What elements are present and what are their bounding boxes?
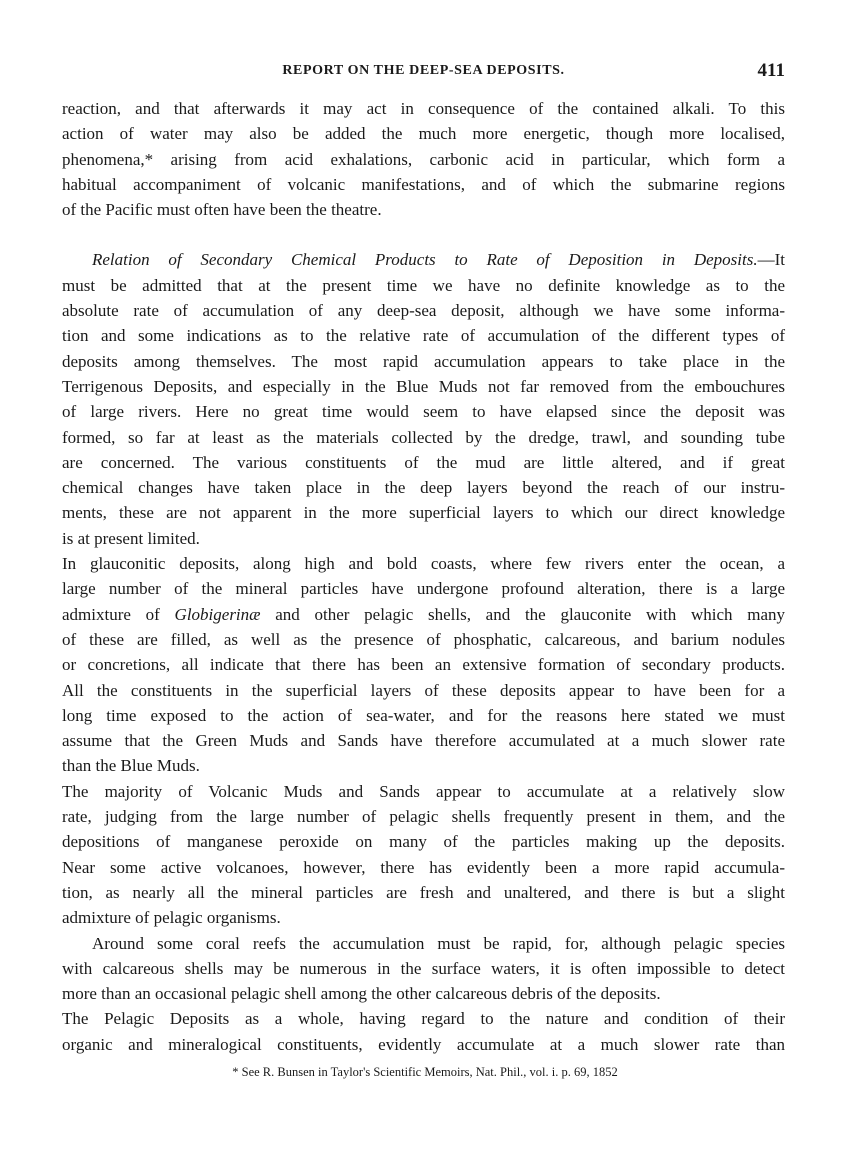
text-line: with calcareous shells may be numerous in the surface waters, it is often impossible to detect xyxy=(62,958,785,978)
text-line: The majority of Volcanic Muds and Sands appear to accumulate at a relatively slow xyxy=(62,781,785,801)
text-line: are concerned. The various constituents of the mud are little altered, and if great xyxy=(62,452,785,472)
page-number: 411 xyxy=(757,60,785,81)
text-span: and other pelagic shells, and the glauconite with which many xyxy=(260,604,785,624)
paragraph xyxy=(62,551,785,779)
paragraph xyxy=(62,1006,785,1057)
text-line: All the constituents in the superficial layers of these deposits appear to have been for a xyxy=(62,680,785,700)
text-line: deposits among themselves. The most rapid accumulation appears to take place in the xyxy=(62,351,785,371)
page-header xyxy=(62,60,785,84)
text-line: is at present limited. xyxy=(62,528,200,548)
text-line: phenomena,* arising from acid exhalations, carbonic acid in particular, which form a xyxy=(62,149,785,169)
text-line: Around some coral reefs the accumulation must be rapid, for, although pelagic species xyxy=(92,933,785,953)
italic-text: Relation of Secondary Chemical Products to Rate of Deposition in Deposits. xyxy=(92,250,758,270)
paragraph xyxy=(62,247,785,551)
text-line: absolute rate of accumulation of any deep-sea deposit, although we have some informa- xyxy=(62,301,785,321)
text-span: admixture of xyxy=(62,604,175,624)
text-line: reaction, and that afterwards it may act in consequence of the contained alkali. To this xyxy=(62,99,785,118)
text-line: action of water may also be added the much more energetic, though more localised, xyxy=(62,124,785,144)
text-line: or concretions, all indicate that there has been an extensive formation of secondary products. xyxy=(62,655,785,675)
text-line: rate, judging from the large number of pelagic shells frequently present in them, and the xyxy=(62,807,785,827)
text-line: of these are filled, as well as the presence of phosphatic, calcareous, and barium nodules xyxy=(62,629,785,649)
text-line: of large rivers. Here no great time would seem to have elapsed since the deposit was xyxy=(62,402,785,422)
text-line: Terrigenous Deposits, and especially in the Blue Muds not far removed from the embouchures xyxy=(62,376,785,396)
text-line: Near some active volcanoes, however, there has evidently been a more rapid accumula- xyxy=(62,857,785,877)
text-line: chemical changes have taken place in the deep layers beyond the reach of our instru- xyxy=(62,478,785,498)
text-line: tion, as nearly all the mineral particles are fresh and unaltered, and there is but a slight xyxy=(62,882,785,902)
text-line: than the Blue Muds. xyxy=(62,756,200,776)
text-line: admixture of pelagic organisms. xyxy=(62,908,281,928)
text-line: depositions of manganese peroxide on many of the particles making up the deposits. xyxy=(62,832,785,852)
paragraph xyxy=(62,96,785,222)
text-line: organic and mineralogical constituents, evidently accumulate at a much slower rate than xyxy=(62,1034,785,1054)
text-line: habitual accompaniment of volcanic manifestations, and of which the submarine regions xyxy=(62,174,785,194)
paragraph xyxy=(62,779,785,931)
text-line: large number of the mineral particles have undergone profound alteration, there is a large xyxy=(62,579,785,599)
text-line: ments, these are not apparent in the more superficial layers to which our direct knowledge xyxy=(62,503,785,523)
text-line: assume that the Green Muds and Sands have therefore accumulated at a much slower rate xyxy=(62,731,785,751)
paragraph xyxy=(62,931,785,1007)
text-line: formed, so far at least as the materials collected by the dredge, trawl, and sounding tube xyxy=(62,427,785,447)
text-line: must be admitted that at the present time we have no definite knowledge as to the xyxy=(62,275,785,295)
text-line: The Pelagic Deposits as a whole, having regard to the nature and condition of their xyxy=(62,1009,785,1029)
text-line: more than an occasional pelagic shell among the other calcareous debris of the deposits. xyxy=(62,984,661,1004)
footnote: * See R. Bunsen in Taylor's Scientific Memoirs, Nat. Phil., vol. i. p. 69, 1852 xyxy=(232,1065,618,1079)
text-line: of the Pacific must often have been the theatre. xyxy=(62,200,382,220)
body-text xyxy=(62,96,785,1057)
text-span: —It xyxy=(757,250,785,270)
italic-text: Globigerinæ xyxy=(174,604,261,624)
text-line: long time exposed to the action of sea-water, and for the reasons here stated we must xyxy=(62,705,785,725)
text-line xyxy=(62,602,785,627)
text-line xyxy=(62,247,785,272)
text-line: In glauconitic deposits, along high and bold coasts, where few rivers enter the ocean, a xyxy=(62,554,785,574)
text-line: tion and some indications as to the relative rate of accumulation of the different types of xyxy=(62,326,785,346)
running-title: REPORT ON THE DEEP-SEA DEPOSITS. xyxy=(282,63,565,78)
